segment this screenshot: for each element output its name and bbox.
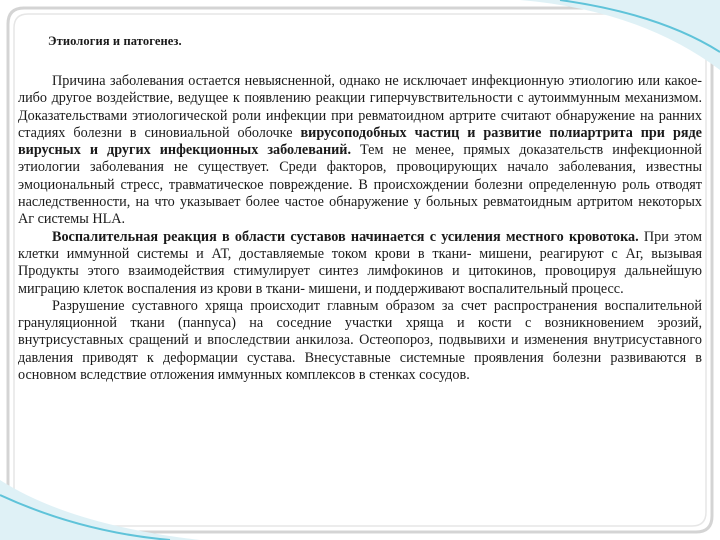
paragraph-inflammation xyxy=(18,229,702,298)
slide-title: Этиология и патогенез. xyxy=(48,34,182,48)
text-run: Причина заболевания остается невыясненной, однако не исключает инфекционную этиологию или какое- либо другое воздействие, ведущее к появлению реакции гиперчувствительности с аутоиммунным механизмом. Доказательствами этиологической роли инфекции при ревматоидном артрите считают обнаружение на ранних стадиях болезни в синовиальной оболочке xyxy=(18,73,702,141)
text-run-bold: Воспалительная реакция в области суставов начинается с усиления местного кровотока. xyxy=(52,228,639,245)
paragraph-cartilage-destruction xyxy=(18,298,702,384)
text-run-bold: вирусоподобных частиц и развитие полиартрита при ряде вирусных и других инфекционных заболеваний. xyxy=(18,124,702,159)
accent-line-top-right xyxy=(560,0,720,52)
text-run: При этом клетки иммунной системы и АТ, доставляемые током крови в ткани- мишени, реагируют с Аг, вызывая Продукты этого взаимодействия стимулирует синтез лимфокинов и цитокинов, провоцируя дальнейшую миграцию клеток воспаления из крови в ткани- мишени, и поддерживают воспалительный процесс. xyxy=(18,228,702,297)
text-run: Разрушение суставного хряща происходит главным образом за счет распространения воспалительной грануляционной ткани (панnуса) на соседние участки хряща и кости с возникновением эрозий, внутрисуставных сращений и впоследствии анкилоза. Остеопороз, подвывихи и изменения внутрисуставного давления приводят к деформации сустава. Внесуставные системные проявления болезни развиваются в основном вследствие отложения иммунных комплексов в стенках сосудов. xyxy=(18,297,702,384)
slide-body xyxy=(18,73,702,384)
accent-line-bottom-left xyxy=(0,495,170,540)
paragraph-etiology xyxy=(18,73,702,229)
accent-swoosh-top-right xyxy=(520,0,720,70)
text-run: Тем не менее, прямых доказательств инфекционной этиологии заболевания не существует. Среди факторов, провоцирующих начало заболевания, известны эмоциональный стресс, травматическое повреждение. В происхождении болезни определенную роль отводят наследственности, на что указывает более частое обнаружение у больных ревматоидным артритом некоторых Аг системы HLA. xyxy=(18,142,702,228)
accent-swoosh-bottom-left xyxy=(0,480,200,540)
